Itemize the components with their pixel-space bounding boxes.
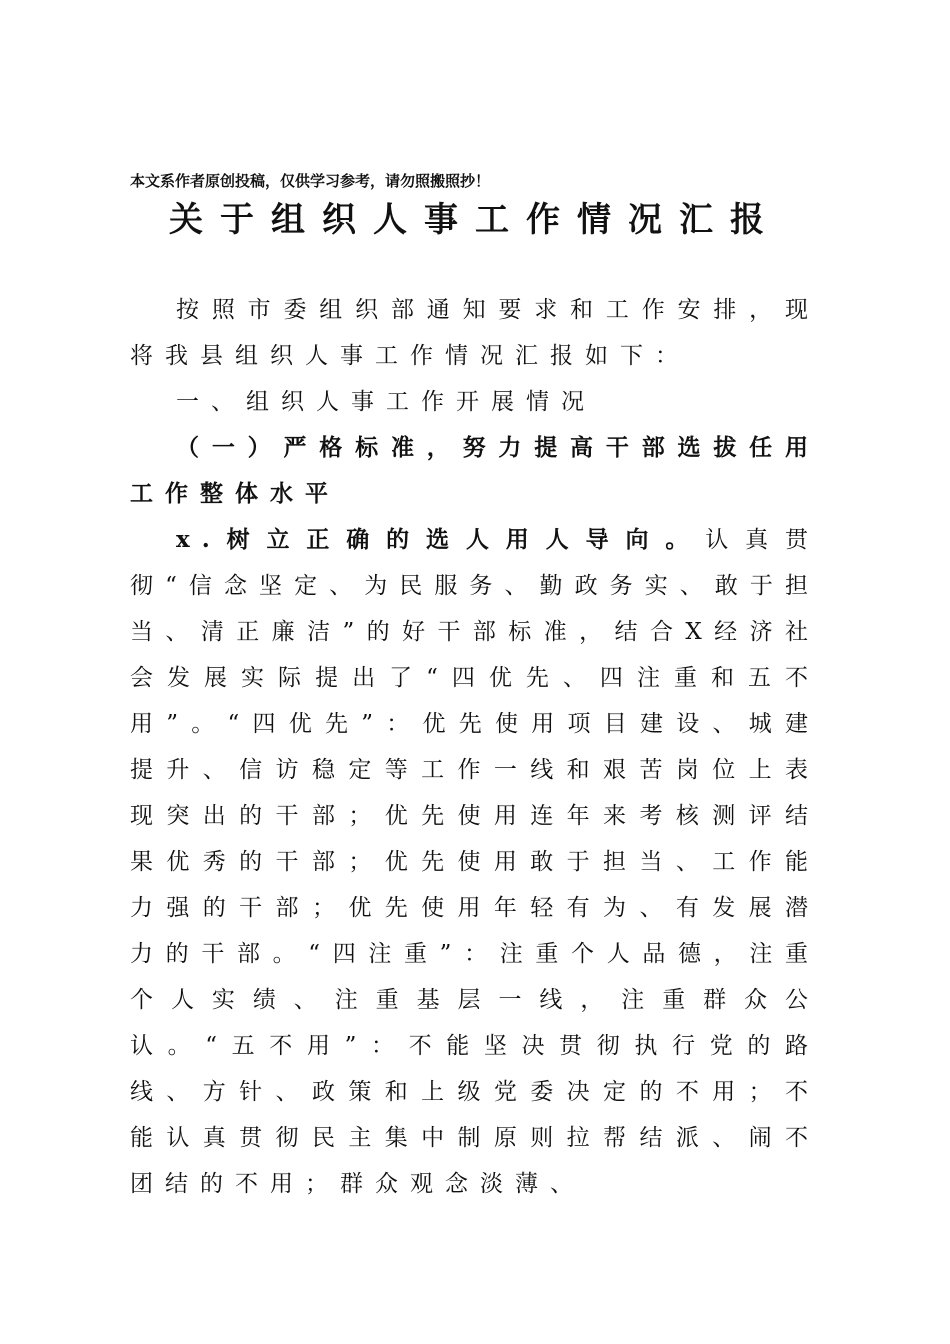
item-body: 认真贯彻“信念坚定、为民服务、勤政务实、敢于担当、清正廉洁”的好干部标准，结合X经济社会发展实际提出了“四优先、四注重和五不用”。“四优先”：优先使用项目建设、城建提升、信访稳定等工作一线和艰苦岗位上表现突出的干部；优先使用连年来考核测评结果优秀的干部；优先使用敢于担当、工作能力强的干部；优先使用年轻有为、有发展潜力的干部。“四注重”：注重个人品德，注重个人实绩、注重基层一线，注重群众公认。“五不用”：不能坚决贯彻执行党的路线、方针、政策和上级党委决定的不用；不能认真贯彻民主集中制原则拉帮结派、闹不团结的不用；群众观念淡薄、	[130, 527, 820, 1197]
intro-paragraph: 按照市委组织部通知要求和工作安排，现将我县组织人事工作情况汇报如下：	[130, 297, 820, 369]
section-heading: 一、组织人事工作开展情况	[176, 389, 596, 415]
subsection-heading: （一）严格标准，努力提高干部选拔任用工作整体水平	[130, 435, 820, 507]
document-title: 关于组织人事工作情况汇报	[169, 200, 781, 240]
item-lead: x.树立正确的选人用人导向。	[176, 526, 706, 553]
item-paragraph	[130, 517, 820, 1207]
document-body	[130, 287, 820, 1207]
copyright-notice: 本文系作者原创投稿，仅供学习参考，请勿照搬照抄！	[130, 172, 491, 190]
